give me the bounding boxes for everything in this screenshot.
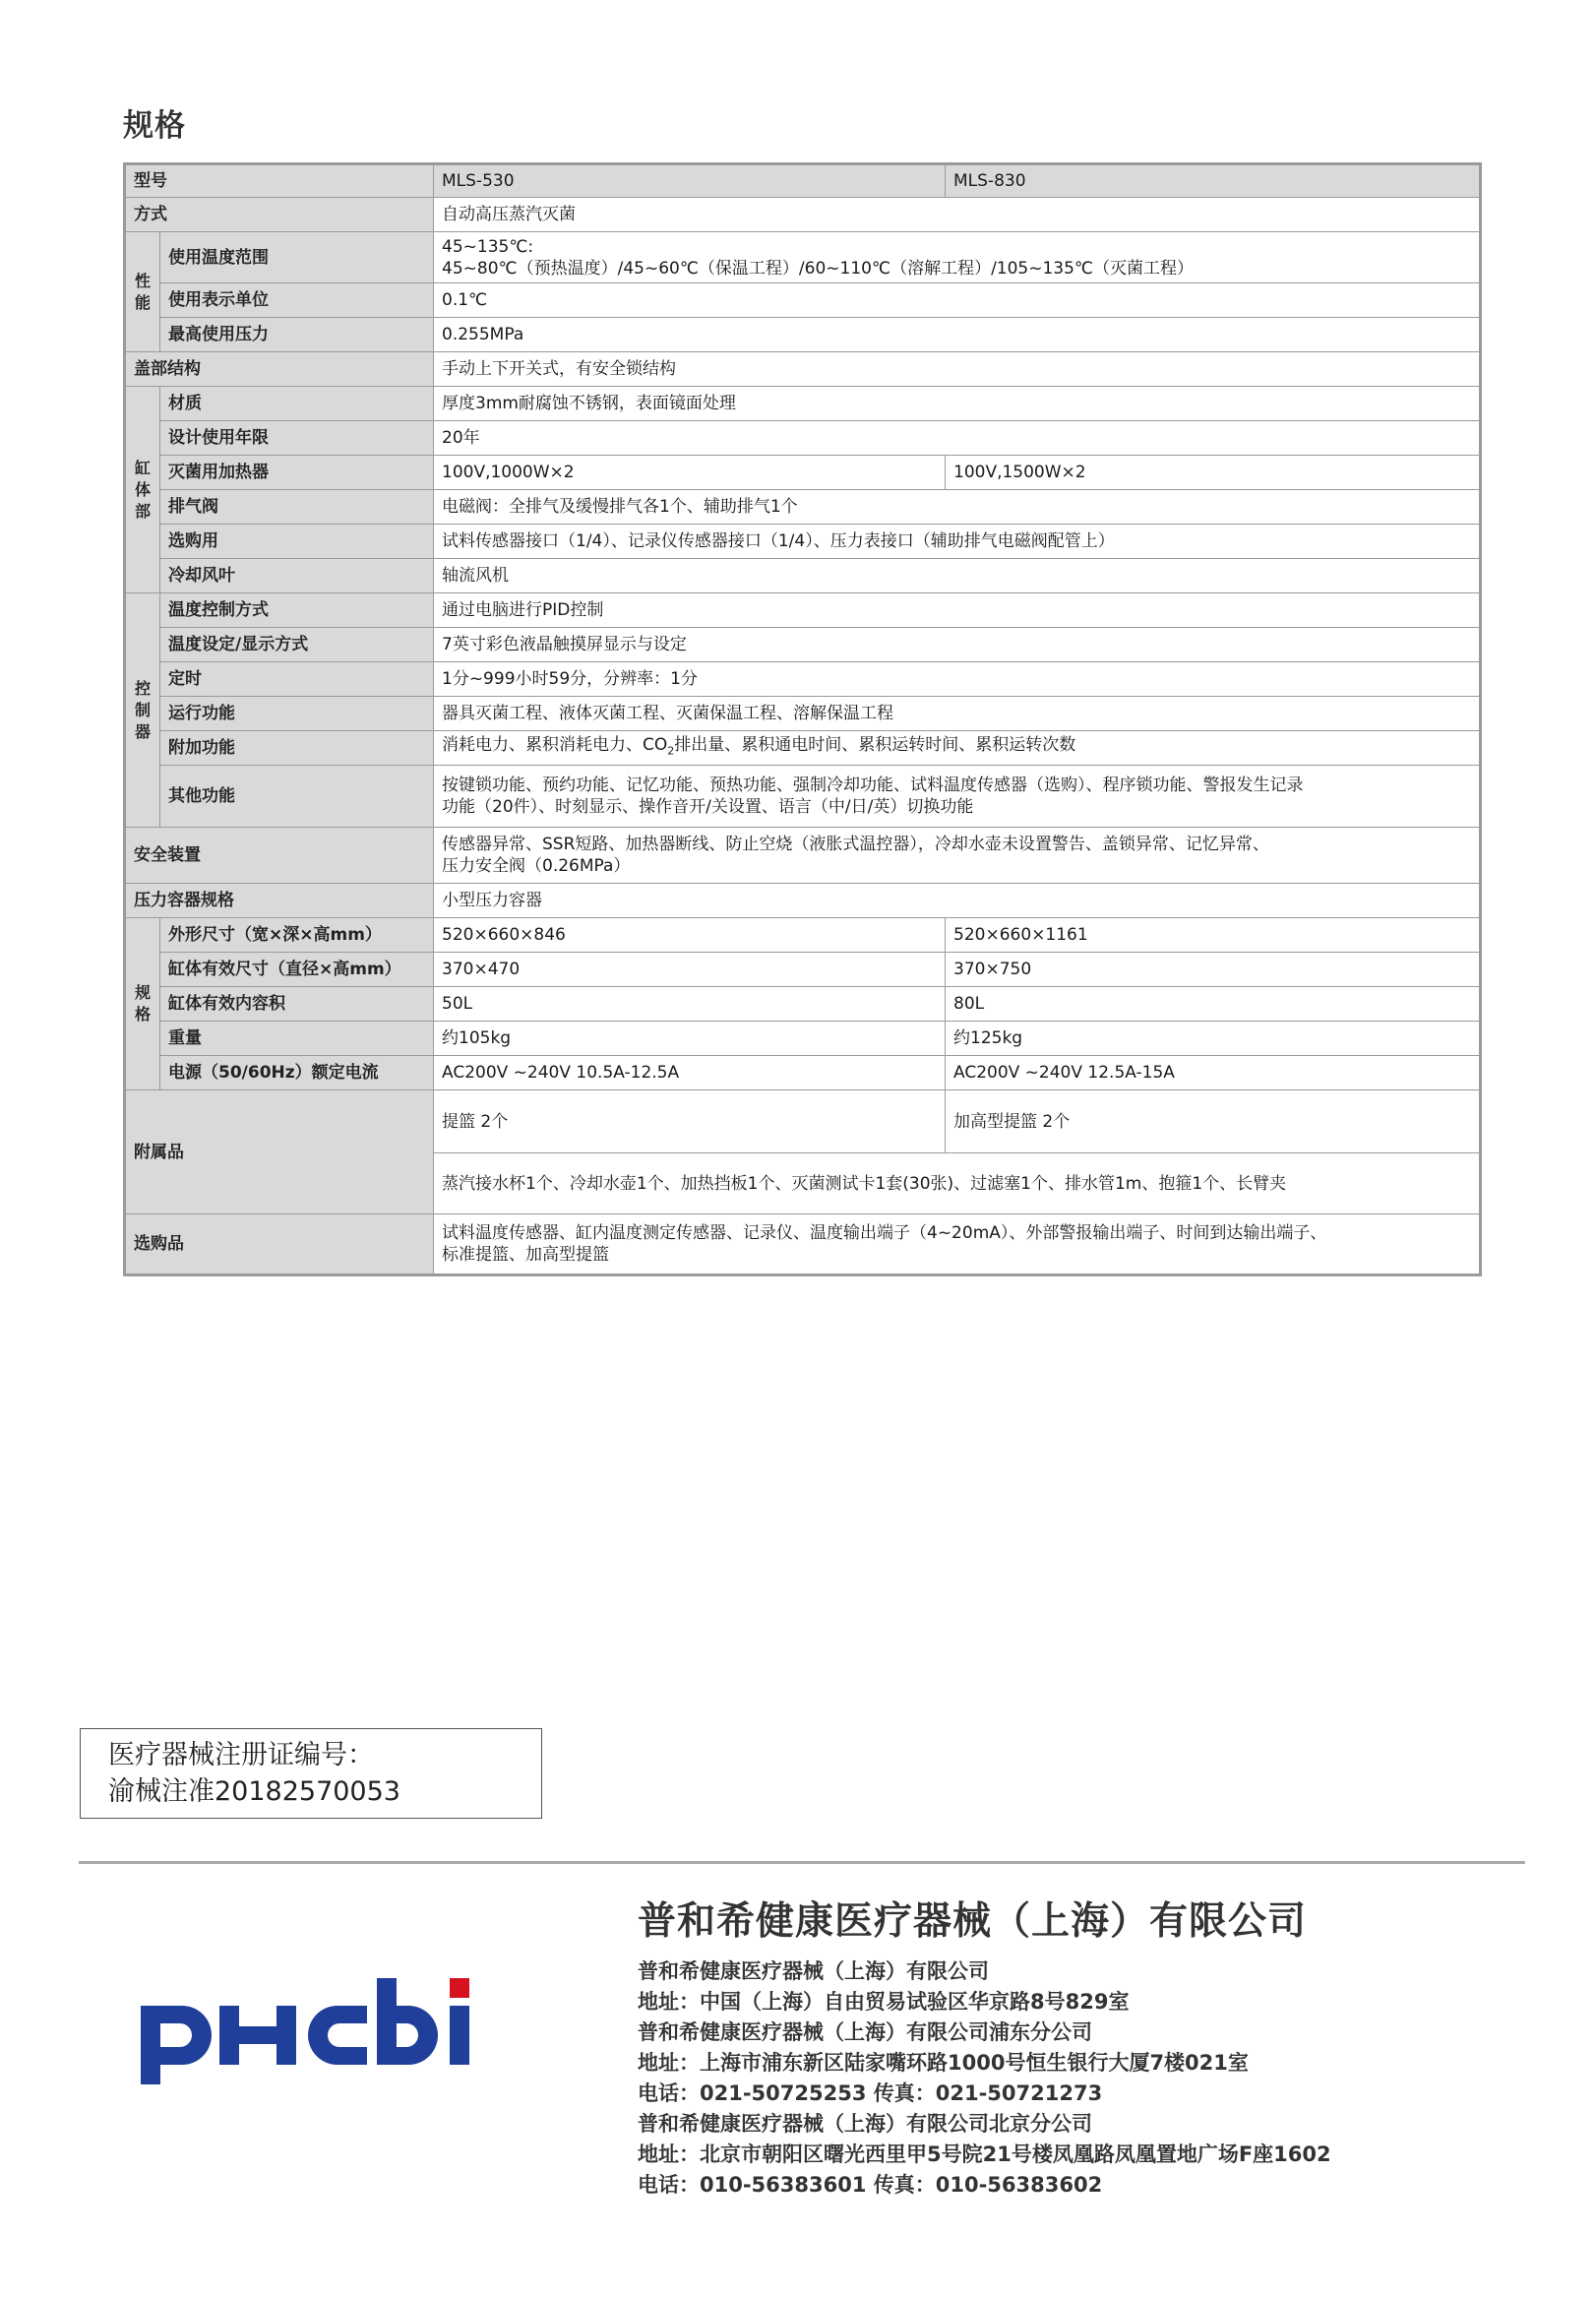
contact-line: 电话：021-50725253 传真：021-50721273 (638, 2081, 1103, 2105)
heater-a: 100V,1000W×2 (434, 456, 946, 490)
contact-line: 电话：010-56383601 传真：010-56383602 (638, 2173, 1103, 2197)
model-a: MLS-530 (434, 164, 946, 198)
method-value: 自动高压蒸汽灭菌 (434, 198, 1481, 232)
inner-a: 370×470 (434, 953, 946, 987)
spec-table (123, 162, 1482, 1276)
table-row (125, 456, 1481, 490)
table-row (125, 1056, 1481, 1090)
material-label: 材质 (160, 387, 434, 421)
optional-value: 试料传感器接口（1/4）、记录仪传感器接口（1/4）、压力表接口（辅助排气电磁阀配管上） (434, 525, 1481, 559)
other-value (434, 766, 1481, 828)
table-row (125, 421, 1481, 456)
extra-label: 附加功能 (160, 731, 434, 766)
table-row (125, 884, 1481, 918)
table-row (125, 283, 1481, 318)
volume-b: 80L (946, 987, 1481, 1022)
table-row (125, 593, 1481, 628)
method-label: 方式 (125, 198, 434, 232)
group-performance: 性能 (125, 232, 160, 352)
material-value: 厚度3mm耐腐蚀不锈钢，表面镜面处理 (434, 387, 1481, 421)
contact-line: 地址：中国（上海）自由贸易试验区华京路8号829室 (638, 1990, 1130, 2014)
run-value: 器具灭菌工程、液体灭菌工程、灭菌保温工程、溶解保温工程 (434, 697, 1481, 731)
company-contacts (638, 1956, 1331, 2201)
max-pressure-value: 0.255MPa (434, 318, 1481, 352)
temp-ctrl-label: 温度控制方式 (160, 593, 434, 628)
lid-value: 手动上下开关式，有安全锁结构 (434, 352, 1481, 387)
temp-range-label: 使用温度范围 (160, 232, 434, 283)
fan-label: 冷却风叶 (160, 559, 434, 593)
exhaust-value: 电磁阀：全排气及缓慢排气各1个、辅助排气1个 (434, 490, 1481, 525)
purchase-label: 选购品 (125, 1214, 434, 1275)
group-spec: 规格 (125, 918, 160, 1090)
table-row (125, 953, 1481, 987)
outer-b: 520×660×1161 (946, 918, 1481, 953)
weight-label: 重量 (160, 1022, 434, 1056)
table-row (125, 1214, 1481, 1275)
phcbi-logo (141, 1972, 475, 2090)
table-row (125, 490, 1481, 525)
temp-set-label: 温度设定/显示方式 (160, 628, 434, 662)
table-row (125, 352, 1481, 387)
display-unit-value: 0.1℃ (434, 283, 1481, 318)
vessel-label: 压力容器规格 (125, 884, 434, 918)
run-label: 运行功能 (160, 697, 434, 731)
company-name: 普和希健康医疗器械（上海）有限公司 (638, 1899, 1308, 1944)
accessories-common: 蒸汽接水杯1个、冷却水壶1个、加热挡板1个、灭菌测试卡1套(30张)、过滤塞1个、排水管1m、抱箍1个、长臂夹 (434, 1153, 1481, 1214)
extra-post: 排出量、累积通电时间、累积运转时间、累积运转次数 (674, 734, 1076, 755)
power-a: AC200V ~240V 10.5A-12.5A (434, 1056, 946, 1090)
co2-subscript: 2 (667, 744, 675, 758)
fan-value: 轴流风机 (434, 559, 1481, 593)
timer-label: 定时 (160, 662, 434, 697)
purchase-line2: 标准提篮、加高型提篮 (442, 1245, 609, 1265)
registration-line2: 渝械注准20182570053 (108, 1776, 400, 1807)
outer-label: 外形尺寸（宽×深×高mm） (160, 918, 434, 953)
purchase-value (434, 1214, 1481, 1275)
inner-label: 缸体有效尺寸（直径×高mm） (160, 953, 434, 987)
other-line2: 功能（20件）、时刻显示、操作音开/关设置、语言（中/日/英）切换功能 (442, 797, 974, 817)
heater-b: 100V,1500W×2 (946, 456, 1481, 490)
table-row (125, 662, 1481, 697)
other-line1: 按键锁功能、预约功能、记忆功能、预热功能、强制冷却功能、试料温度传感器（选购）、程序锁功能、警报发生记录 (442, 776, 1304, 795)
contact-line: 普和希健康医疗器械（上海）有限公司北京分公司 (638, 2112, 1092, 2136)
table-row (125, 525, 1481, 559)
safety-line2: 压力安全阀（0.26MPa） (442, 856, 631, 876)
contact-line: 普和希健康医疗器械（上海）有限公司浦东分公司 (638, 2020, 1092, 2044)
temp-range-line1: 45~135℃: (442, 236, 534, 257)
vessel-value: 小型压力容器 (434, 884, 1481, 918)
logo-dot-icon (450, 1978, 469, 1998)
table-row (125, 697, 1481, 731)
table-row (125, 1090, 1481, 1153)
safety-label: 安全装置 (125, 828, 434, 884)
model-b: MLS-830 (946, 164, 1481, 198)
table-row (125, 987, 1481, 1022)
lid-label: 盖部结构 (125, 352, 434, 387)
temp-set-value: 7英寸彩色液晶触摸屏显示与设定 (434, 628, 1481, 662)
table-row (125, 828, 1481, 884)
exhaust-label: 排气阀 (160, 490, 434, 525)
table-row (125, 628, 1481, 662)
registration-line1: 医疗器械注册证编号： (108, 1740, 374, 1770)
volume-label: 缸体有效内容积 (160, 987, 434, 1022)
table-row (125, 198, 1481, 232)
other-label: 其他功能 (160, 766, 434, 828)
safety-value (434, 828, 1481, 884)
table-row (125, 918, 1481, 953)
inner-b: 370×750 (946, 953, 1481, 987)
power-b: AC200V ~240V 12.5A-15A (946, 1056, 1481, 1090)
optional-label: 选购用 (160, 525, 434, 559)
registration-box (80, 1728, 542, 1819)
table-row (125, 766, 1481, 828)
accessories-b: 加高型提篮 2个 (946, 1090, 1481, 1153)
contact-line: 地址：北京市朝阳区曙光西里甲5号院21号楼凤凰路凤凰置地广场F座1602 (638, 2142, 1331, 2166)
table-row (125, 232, 1481, 283)
heater-label: 灭菌用加热器 (160, 456, 434, 490)
contact-line: 普和希健康医疗器械（上海）有限公司 (638, 1959, 989, 1983)
volume-a: 50L (434, 987, 946, 1022)
weight-b: 约125kg (946, 1022, 1481, 1056)
page-title: 规格 (123, 108, 186, 144)
timer-value: 1分~999小时59分，分辨率：1分 (434, 662, 1481, 697)
group-tank: 缸体部 (125, 387, 160, 593)
outer-a: 520×660×846 (434, 918, 946, 953)
table-row (125, 1022, 1481, 1056)
lifespan-value: 20年 (434, 421, 1481, 456)
weight-a: 约105kg (434, 1022, 946, 1056)
lifespan-label: 设计使用年限 (160, 421, 434, 456)
safety-line1: 传感器异常、SSR短路、加热器断线、防止空烧（液胀式温控器），冷却水壶未设置警告、盖锁异常、记忆异常、 (442, 835, 1269, 854)
footer-divider (79, 1861, 1525, 1864)
table-row (125, 318, 1481, 352)
power-label: 电源（50/60Hz）额定电流 (160, 1056, 434, 1090)
contact-line: 地址：上海市浦东新区陆家嘴环路1000号恒生银行大厦7楼021室 (638, 2051, 1249, 2075)
table-row (125, 731, 1481, 766)
accessories-label: 附属品 (125, 1090, 434, 1214)
extra-value (434, 731, 1481, 766)
accessories-a: 提篮 2个 (434, 1090, 946, 1153)
display-unit-label: 使用表示单位 (160, 283, 434, 318)
table-row (125, 387, 1481, 421)
model-label: 型号 (125, 164, 434, 198)
max-pressure-label: 最高使用压力 (160, 318, 434, 352)
table-row (125, 559, 1481, 593)
table-row (125, 164, 1481, 198)
temp-range-value (434, 232, 1481, 283)
group-controller: 控制器 (125, 593, 160, 828)
temp-range-line2: 45~80℃（预热温度）/45~60℃（保温工程）/60~110℃（溶解工程）/105~135℃（灭菌工程） (442, 258, 1195, 279)
temp-ctrl-value: 通过电脑进行PID控制 (434, 593, 1481, 628)
purchase-line1: 试料温度传感器、缸内温度测定传感器、记录仪、温度输出端子（4~20mA）、外部警报输出端子、时间到达输出端子、 (442, 1223, 1327, 1243)
extra-pre: 消耗电力、累积消耗电力、CO (442, 734, 668, 755)
